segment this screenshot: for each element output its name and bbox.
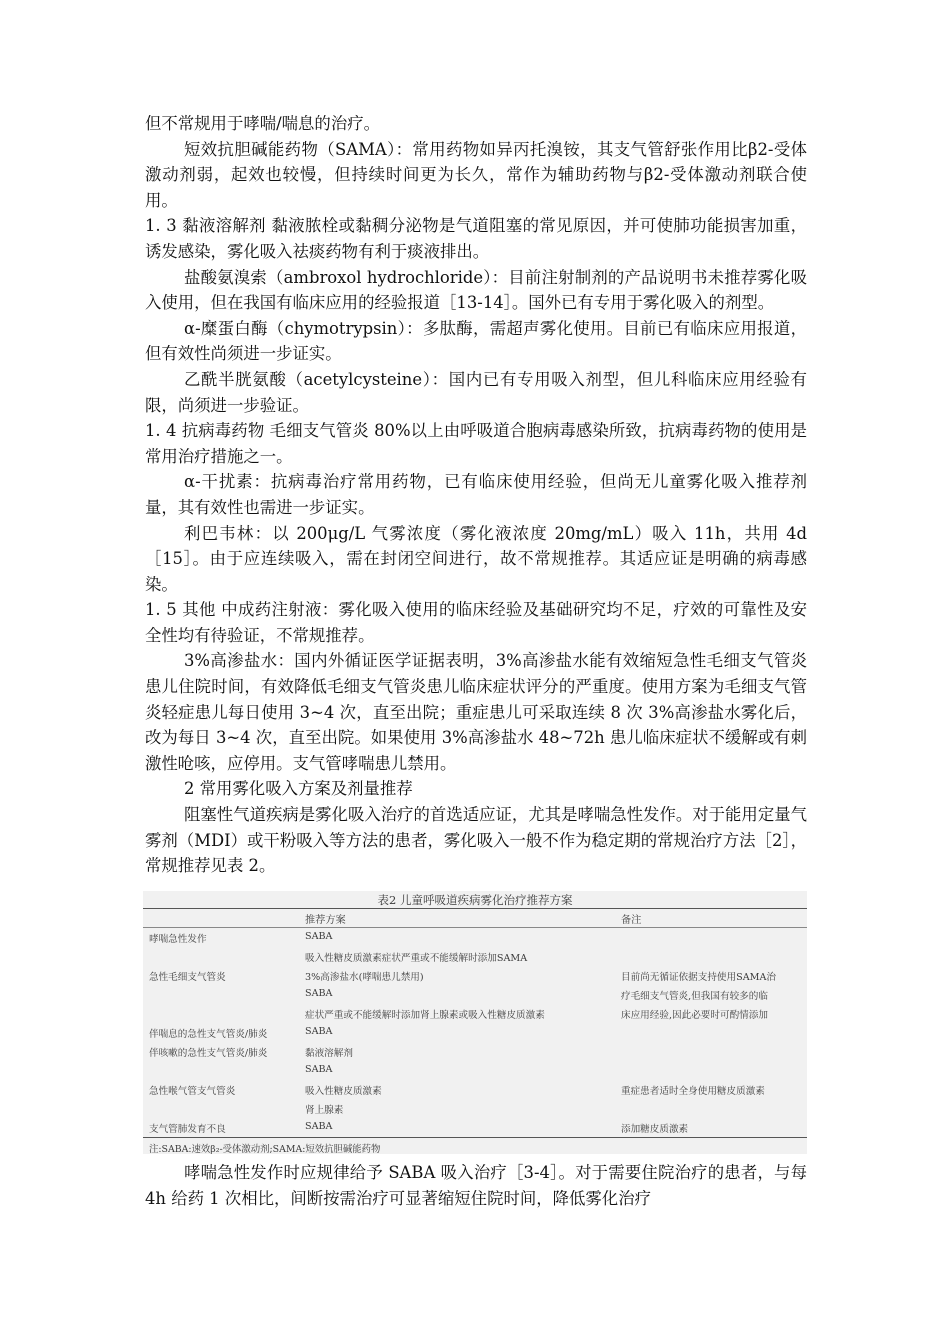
paragraph-continuation: 但不常规用于哮喘/喘息的治疗。 — [145, 114, 380, 133]
paragraph-interferon: α-干扰素：抗病毒治疗常用药物，已有临床使用经验，但尚无儿童雾化吸入推荐剂量，其有效性也需进一步证实。 — [145, 472, 807, 517]
table-remark: 床应用经验,因此必要时可酌情添加 — [621, 1010, 768, 1021]
table-scheme: SABA — [305, 988, 333, 999]
table-disease: 伴喘息的急性支气管炎/肺炎 — [149, 1029, 268, 1040]
table-scheme: SABA — [305, 931, 333, 942]
table-scheme: 黏液溶解剂 — [305, 1048, 353, 1059]
table-scheme: 吸入性糖皮质激素 — [305, 1086, 382, 1097]
table-header-scheme: 推荐方案 — [305, 915, 346, 926]
table-scheme: 症状严重或不能缓解时添加肾上腺素或吸入性糖皮质激素 — [305, 1010, 545, 1021]
table-scheme: 吸入性糖皮质激素症状严重或不能缓解时添加SAMA — [305, 953, 528, 964]
table-remark: 疗毛细支气管炎,但我国有较多的临 — [621, 991, 768, 1002]
paragraph-acetylcysteine: 乙酰半胱氨酸（acetylcysteine）：国内已有专用吸入剂型，但儿科临床应用经验有限，尚须进一步验证。 — [145, 369, 807, 415]
table-scheme: 3%高渗盐水(哮喘患儿禁用) — [305, 972, 424, 983]
paragraph-ambroxol: 盐酸氨溴索（ambroxol hydrochloride）：目前注射制剂的产品说明书未推荐雾化吸入使用，但在我国有临床应用的经验报道［13-14］。国外已有专用于雾化吸入的剂型。 — [145, 267, 807, 313]
section-2-heading: 2 常用雾化吸入方案及剂量推荐 — [184, 779, 413, 799]
table-note: 注:SABA:速效β₂-受体激动剂;SAMA:短效抗胆碱能药物 — [149, 1144, 381, 1155]
paragraph-sama: 短效抗胆碱能药物（SAMA）：常用药物如异丙托溴铵，其支气管舒张作用比β2-受体激动剂弱，起效也较慢，但持续时间更为长久，常作为辅助药物与β2-受体激动剂联合使用。 — [145, 139, 807, 210]
table-disease: 急性毛细支气管炎 — [149, 972, 226, 983]
table-scheme: SABA — [305, 1064, 333, 1075]
table-disease: 伴咳嗽的急性支气管炎/肺炎 — [149, 1048, 268, 1059]
section-1-3-mucolytics: 1. 3 黏液溶解剂 黏液脓栓或黏稠分泌物是气道阻塞的常见原因，并可使肺功能损害加重，诱发感染，雾化吸入祛痰药物有利于痰液排出。 — [145, 216, 807, 261]
table-disease: 急性喉气管支气管炎 — [149, 1086, 236, 1097]
table-remark: 添加糖皮质激素 — [621, 1124, 689, 1135]
table-bottom-rule — [143, 1137, 807, 1138]
table-remark: 目前尚无循证依据支持使用SAMA治 — [621, 972, 776, 983]
table-remark: 重症患者适时全身使用糖皮质激素 — [621, 1086, 765, 1097]
table-scheme: SABA — [305, 1121, 333, 1132]
section-1-4-antivirals: 1. 4 抗病毒药物 毛细支气管炎 80%以上由呼吸道合胞病毒感染所致，抗病毒药物的使用是常用治疗措施之一。 — [145, 421, 807, 466]
table-top-rule — [143, 908, 807, 909]
table-caption: 表2 儿童呼吸道疾病雾化治疗推荐方案 — [377, 893, 573, 907]
table-scheme: SABA — [305, 1026, 333, 1037]
table-disease: 支气管肺发育不良 — [149, 1124, 226, 1135]
paragraph-hypertonic-saline: 3%高渗盐水：国内外循证医学证据表明，3%高渗盐水能有效缩短急性毛细支气管炎患儿住院时间，有效降低毛细支气管炎患儿临床症状评分的严重度。使用方案为毛细支气管炎轻症患儿每日使用 3~4 次，直至出院；重症患儿可采取连续 8 次 3%高渗盐水雾化后，改为每日 3~4 次，直至出院。如果使用 3%高渗盐水 48~72h 患儿临床症状不缓解或有刺激性呛咳，应停用。支气管哮喘患儿禁用。 — [145, 651, 807, 773]
paragraph-ribavirin: 利巴韦林：以 200μg/L 气雾浓度（雾化液浓度 20mg/mL）吸入 11h，共用 4d［15］。由于应连续吸入，需在封闭空间进行，故不常规推荐。其适应证是明确的病毒感染。 — [145, 523, 807, 594]
table-header-rule — [143, 927, 807, 928]
paragraph-asthma-saba: 哮喘急性发作时应规律给予 SABA 吸入治疗［3-4］。对于需要住院治疗的患者，与每 4h 给药 1 次相比，间断按需治疗可显著缩短住院时间，降低雾化治疗 — [145, 1163, 807, 1208]
body-text-after-table — [145, 1160, 807, 1211]
table-header-remarks: 备注 — [621, 915, 642, 926]
table-scheme: 肾上腺素 — [305, 1105, 344, 1116]
table-2-image — [143, 891, 807, 1154]
section-1-5-others: 1. 5 其他 中成药注射液：雾化吸入使用的临床经验及基础研究均不足，疗效的可靠性及安全性均有待验证，不常规推荐。 — [145, 600, 807, 645]
paragraph-chymotrypsin: α-糜蛋白酶（chymotrypsin）：多肽酶，需超声雾化使用。目前已有临床应用报道，但有效性尚须进一步证实。 — [145, 318, 807, 364]
table-disease: 哮喘急性发作 — [149, 934, 207, 945]
paragraph-obstructive-disease: 阻塞性气道疾病是雾化吸入治疗的首选适应证，尤其是哮喘急性发作。对于能用定量气雾剂（MDI）或干粉吸入等方法的患者，雾化吸入一般不作为稳定期的常规治疗方法［2］，常规推荐见表 2。 — [145, 805, 807, 876]
body-text — [145, 111, 807, 879]
